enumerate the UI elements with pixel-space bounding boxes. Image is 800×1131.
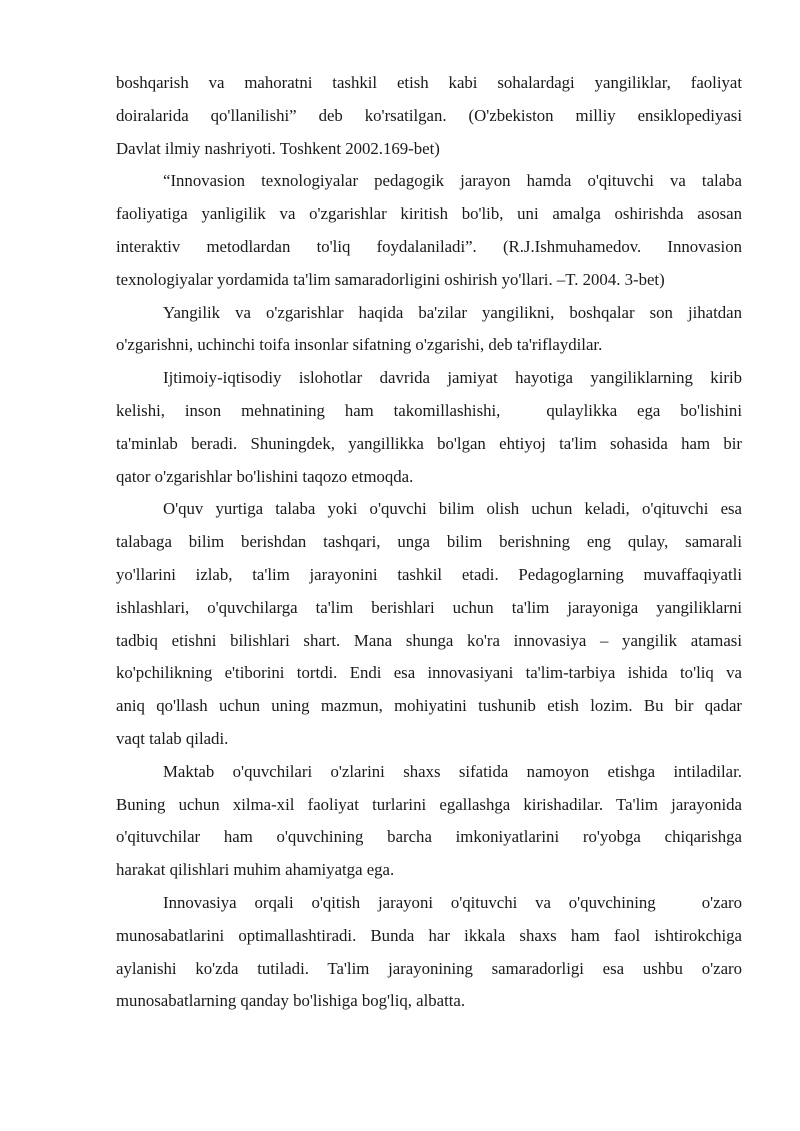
paragraph bbox=[116, 756, 742, 887]
text-line: Buning uchun xilma-xil faoliyat turlarini egallashga kirishadilar. Ta'lim jarayonida bbox=[116, 794, 742, 814]
text-fragment: kelishi, inson mehnatining ham takomillashishi, bbox=[116, 400, 501, 420]
document-page bbox=[116, 67, 742, 1018]
text-line: munosabatlarini optimallashtiradi. Bunda har ikkala shaxs ham faol ishtirokchiga bbox=[116, 925, 742, 945]
text-line: faoliyatiga yanligilik va o'zgarishlar kiritish bo'lib, uni amalga oshirishda asosan bbox=[116, 204, 742, 224]
paragraph bbox=[116, 297, 742, 363]
text-line bbox=[116, 395, 742, 428]
text-line: Davlat ilmiy nashriyoti. Toshkent 2002.169-bet) bbox=[116, 138, 440, 158]
text-line: qator o'zgarishlar bo'lishini taqozo etmoqda. bbox=[116, 466, 414, 486]
text-line: O'quv yurtiga talaba yoki o'quvchi bilim olish uchun keladi, o'qituvchi esa bbox=[163, 499, 742, 519]
text-line: o'zgarishni, uchinchi toifa insonlar sifatning o'zgarishi, deb ta'riflaydilar. bbox=[116, 335, 603, 355]
text-line: munosabatlarning qanday bo'lishiga bog'liq, albatta. bbox=[116, 991, 466, 1011]
text-line: Yangilik va o'zgarishlar haqida ba'zilar yangilikni, boshqalar son jihatdan bbox=[163, 302, 742, 322]
text-line: doiralarida qo'llanilishi” deb ko'rsatilgan. (O'zbekiston milliy ensiklopediyasi bbox=[116, 105, 742, 125]
text-line: ta'minlab beradi. Shuningdek, yangillikka bo'lgan ehtiyoj ta'lim sohasida ham bir bbox=[116, 433, 742, 453]
paragraph bbox=[116, 165, 742, 296]
paragraph bbox=[116, 887, 742, 1018]
text-line: Ijtimoiy-iqtisodiy islohotlar davrida jamiyat hayotiga yangiliklarning kirib bbox=[163, 368, 742, 388]
text-line: aniq qo'llash uchun uning mazmun, mohiyatini tushunib etish lozim. Bu bir qadar bbox=[116, 696, 742, 716]
text-line: tadbiq etishni bilishlari shart. Mana shunga ko'ra innovasiya – yangilik atamasi bbox=[116, 630, 742, 650]
text-line: ko'pchilikning e'tiborini tortdi. Endi esa innovasiyani ta'lim-tarbiya ishida to'liq va bbox=[116, 663, 742, 683]
text-line: ishlashlari, o'quvchilarga ta'lim berishlari uchun ta'lim jarayoniga yangiliklarni bbox=[116, 597, 742, 617]
text-line: o'qituvchilar ham o'quvchining barcha imkoniyatlarini ro'yobga chiqarishga bbox=[116, 827, 742, 847]
paragraph bbox=[116, 67, 742, 165]
text-line: interaktiv metodlardan to'liq foydalaniladi”. (R.J.Ishmuhamedov. Innovasion bbox=[116, 236, 742, 256]
text-fragment: o'zaro bbox=[701, 892, 742, 912]
text-line: texnologiyalar yordamida ta'lim samaradorligini oshirish yo'llari. –T. 2004. 3-bet) bbox=[116, 269, 665, 289]
text-line: talabaga bilim berishdan tashqari, unga bilim berishning eng qulay, samarali bbox=[116, 532, 742, 552]
text-line: Maktab o'quvchilari o'zlarini shaxs sifatida namoyon etishga intiladilar. bbox=[163, 761, 742, 781]
text-line: yo'llarini izlab, ta'lim jarayonini tashkil etadi. Pedagoglarning muvaffaqiyatli bbox=[116, 564, 742, 584]
text-line: vaqt talab qiladi. bbox=[116, 728, 229, 748]
text-line: boshqarish va mahoratni tashkil etish kabi sohalardagi yangiliklar, faoliyat bbox=[116, 73, 742, 92]
paragraph bbox=[116, 362, 742, 493]
text-line: “Innovasion texnologiyalar pedagogik jarayon hamda o'qituvchi va talaba bbox=[163, 171, 742, 191]
text-fragment: Innovasiya orqali o'qitish jarayoni o'qituvchi va o'quvchining bbox=[163, 892, 656, 912]
paragraph bbox=[116, 493, 742, 755]
text-line: harakat qilishlari muhim ahamiyatga ega. bbox=[116, 860, 395, 880]
text-line bbox=[116, 887, 742, 920]
text-fragment: qulaylikka ega bo'lishini bbox=[546, 400, 742, 420]
text-line: aylanishi ko'zda tutiladi. Ta'lim jarayonining samaradorligi esa ushbu o'zaro bbox=[116, 958, 742, 978]
